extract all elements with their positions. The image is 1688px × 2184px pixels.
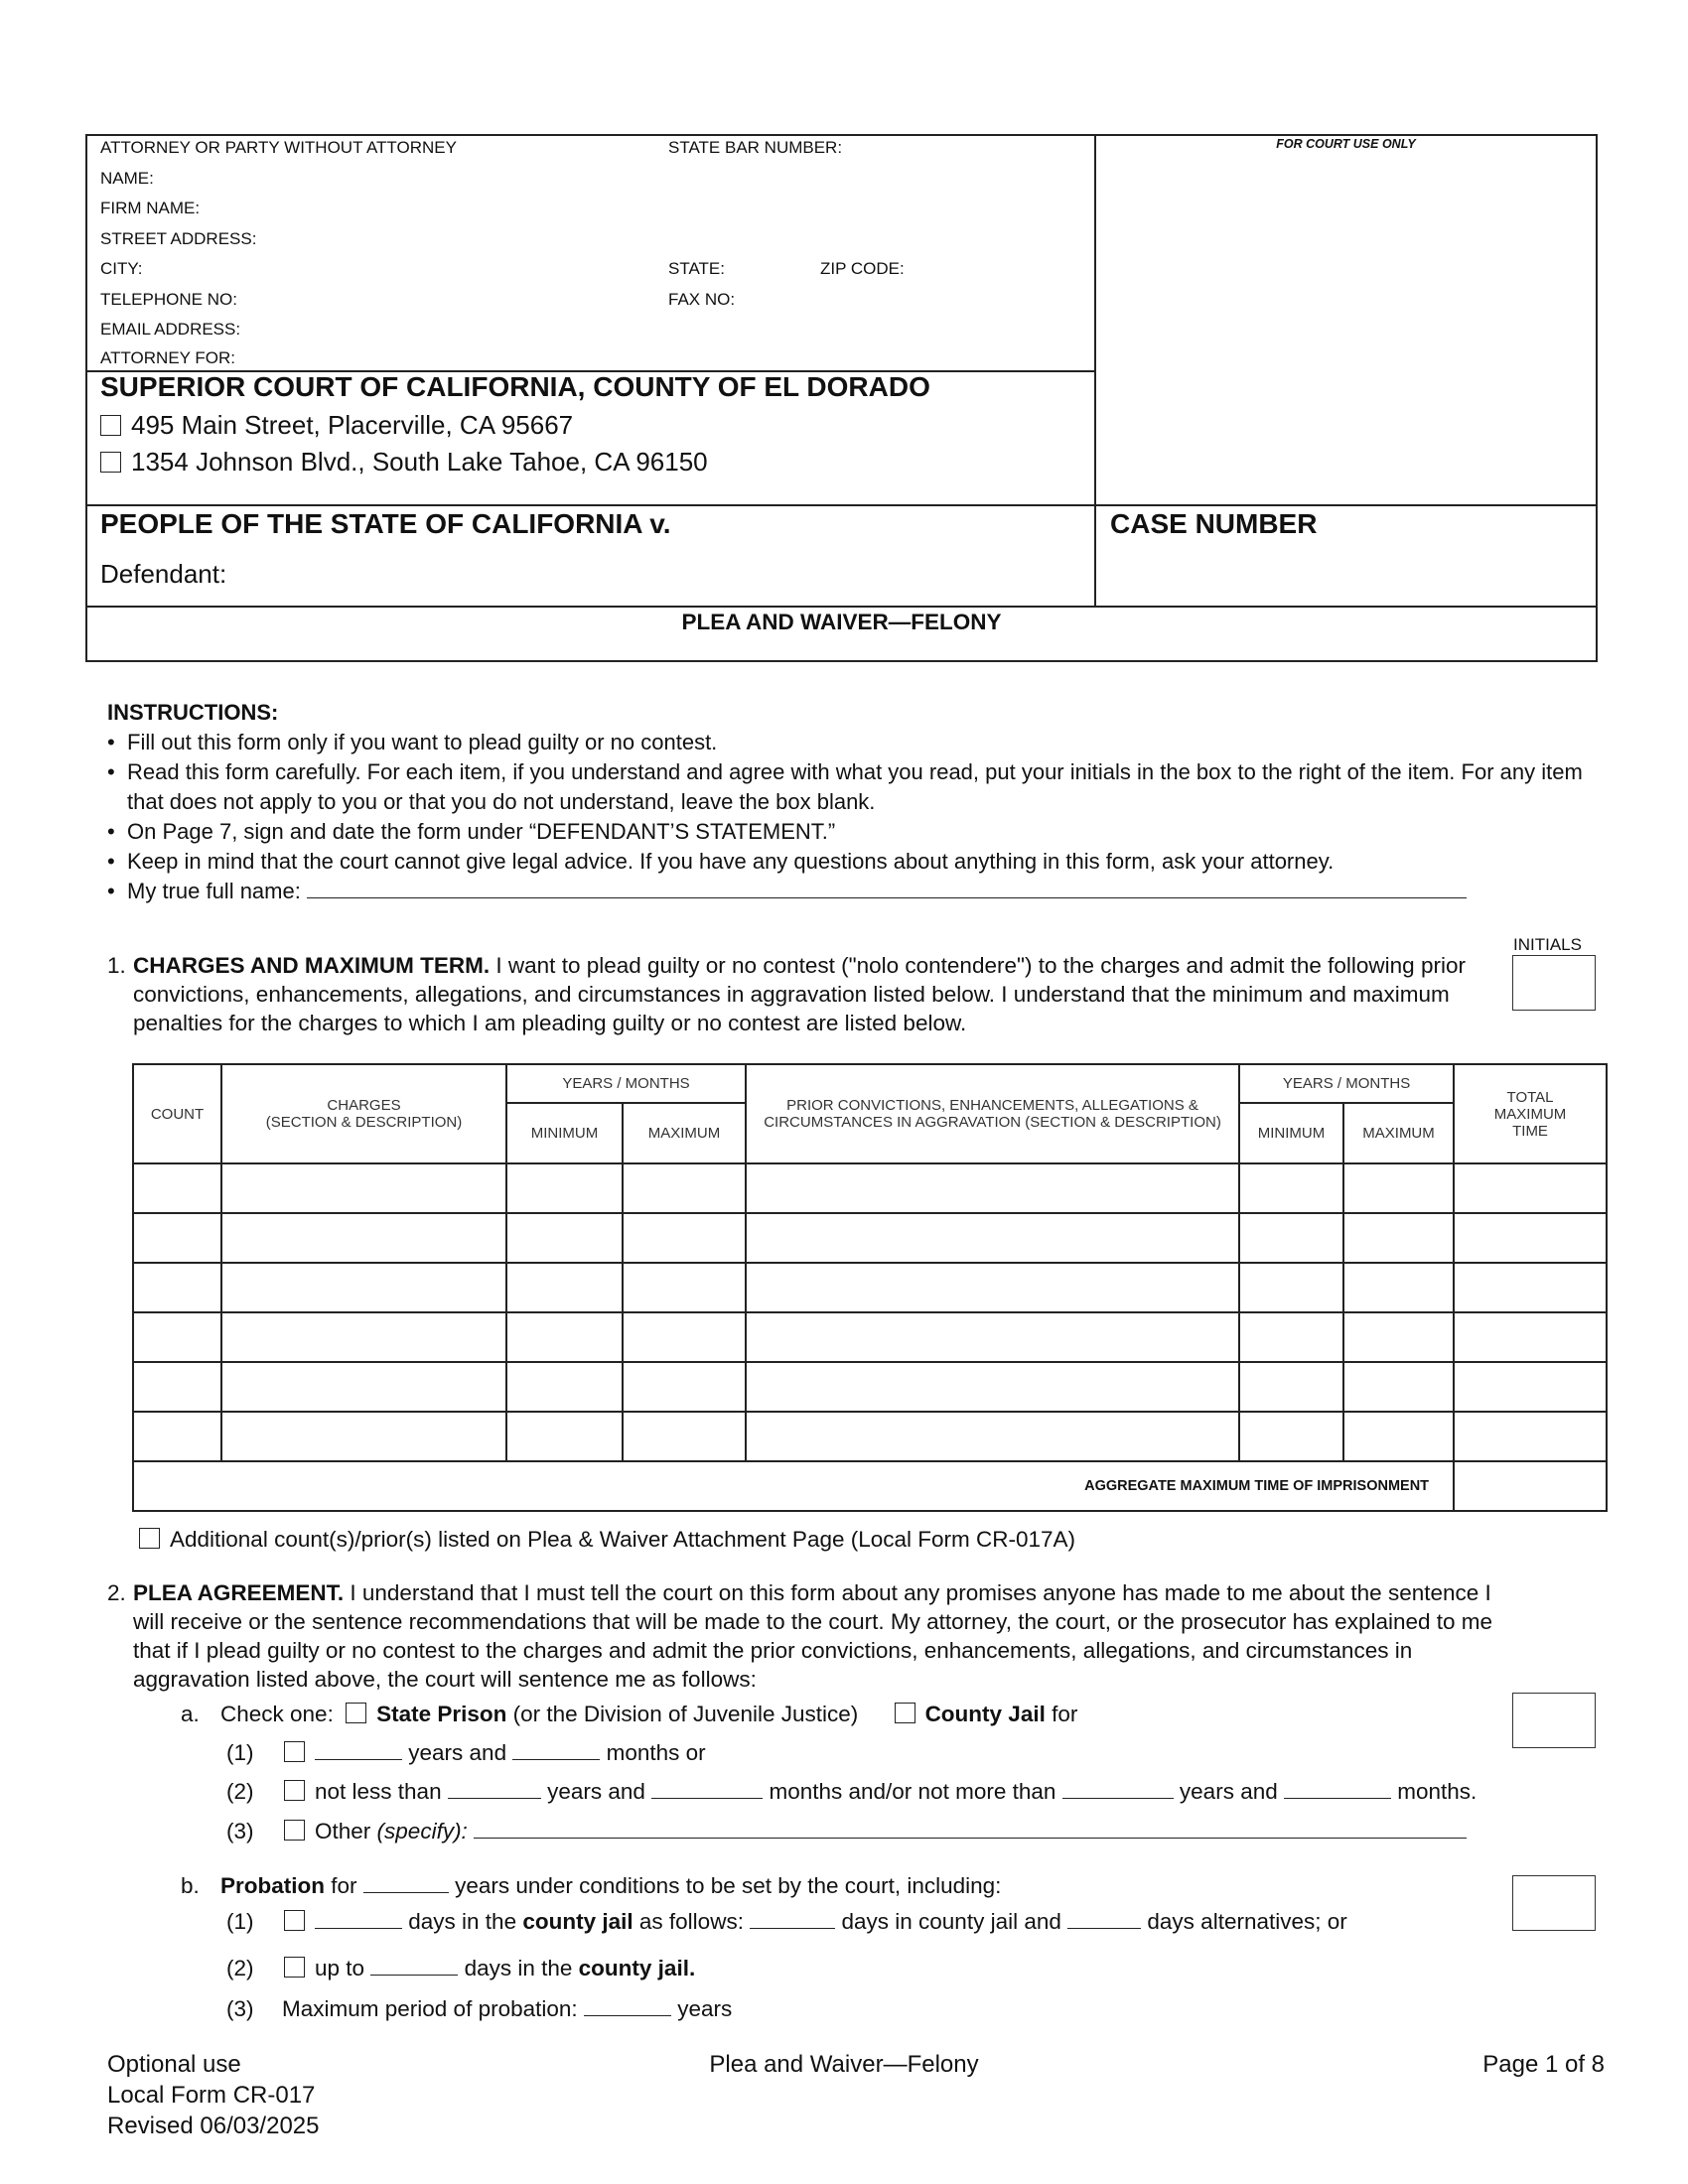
total-cell[interactable] [1454,1163,1607,1213]
a2-max-years-field[interactable] [1062,1780,1174,1799]
street-label: STREET ADDRESS: [100,228,257,248]
item-b2-number: (2) [226,1956,254,1980]
total-cell[interactable] [1454,1263,1607,1312]
a2-min-months-field[interactable] [651,1780,763,1799]
true-name-field[interactable] [307,880,1467,898]
additional-counts-label: Additional count(s)/prior(s) listed on Plea & Waiver Attachment Page (Local Form CR-017A) [170,1527,1076,1552]
total-cell[interactable] [1454,1312,1607,1362]
initials-box-2b[interactable] [1512,1875,1596,1931]
header-count: COUNT [133,1064,221,1163]
defendant-label: Defendant: [100,559,227,589]
min-cell-2[interactable] [1239,1213,1343,1263]
section-1-text: I want to plead guilty or no contest ("nolo contendere") to the charges and admit the following prior convictions, enhancements, allegations, and circumstances in aggravation listed below. I understand that the minimum and maximum penalties for the charges to which I am pleading guilty or no contest are listed below. [133,953,1466,1035]
section-1-heading: CHARGES AND MAXIMUM TERM. [133,953,491,978]
page-number: Page 1 of 8 [1482,2051,1605,2078]
a2-min-years-field[interactable] [448,1780,541,1799]
item-b-line: Probation for years under conditions to be set by the court, including: [220,1873,1002,1898]
probation-years-field[interactable] [363,1874,449,1893]
max-cell-2[interactable] [1343,1163,1454,1213]
header-minimum-2: MINIMUM [1239,1103,1343,1163]
item-a3-line: Other (specify): [284,1817,1467,1845]
min-cell[interactable] [506,1362,623,1412]
item-a1-line: years and months or [284,1738,706,1767]
item-b3-line: Maximum period of probation: years [282,1996,733,2021]
a1-years-field[interactable] [315,1741,402,1760]
section-2-paragraph [133,1578,1493,1694]
min-cell-2[interactable] [1239,1263,1343,1312]
prior-cell[interactable] [746,1213,1239,1263]
max-cell-2[interactable] [1343,1412,1454,1461]
prior-cell[interactable] [746,1163,1239,1213]
total-cell[interactable] [1454,1362,1607,1412]
item-a-line: Check one: State Prison (or the Division of Juvenile Justice) County Jail for [220,1702,1078,1726]
item-b1-number: (1) [226,1909,254,1934]
placerville-checkbox[interactable] [100,415,121,436]
optional-use: Optional use [107,2051,241,2078]
a1-checkbox[interactable] [284,1741,305,1762]
people-label: PEOPLE OF THE STATE OF CALIFORNIA v. [100,508,671,539]
state-label: STATE: [668,259,725,278]
charge-row [133,1412,1607,1461]
min-cell[interactable] [506,1263,623,1312]
min-cell[interactable] [506,1312,623,1362]
item-a-letter: a. [181,1702,200,1726]
header-years-months: YEARS / MONTHS [506,1064,746,1103]
attorney-label: ATTORNEY OR PARTY WITHOUT ATTORNEY [100,138,457,157]
item-b3-number: (3) [226,1996,254,2021]
a2-checkbox[interactable] [284,1780,305,1801]
charge-row [133,1213,1607,1263]
instructions-heading: INSTRUCTIONS: [107,700,279,725]
aggregate-label: AGGREGATE MAXIMUM TIME OF IMPRISONMENT [133,1461,1454,1511]
item-a1-number: (1) [226,1740,254,1765]
min-cell[interactable] [506,1213,623,1263]
b3-years-field[interactable] [584,1997,671,2016]
count-cell[interactable] [133,1362,221,1412]
address-1: 495 Main Street, Placerville, CA 95667 [131,410,574,440]
min-cell-2[interactable] [1239,1412,1343,1461]
title-divider [85,606,1598,608]
charge-row [133,1263,1607,1312]
count-cell[interactable] [133,1412,221,1461]
instructions-list [107,728,1597,906]
max-cell[interactable] [623,1362,746,1412]
firm-label: FIRM NAME: [100,199,201,217]
initials-box-2a[interactable] [1512,1693,1596,1748]
b1-alt-days-field[interactable] [1067,1910,1141,1929]
b1-jail-days-field[interactable] [750,1910,835,1929]
charges-cell[interactable] [221,1412,506,1461]
charges-cell[interactable] [221,1213,506,1263]
b2-checkbox[interactable] [284,1957,305,1978]
prior-cell[interactable] [746,1263,1239,1312]
charges-table [132,1063,1608,1512]
min-cell-2[interactable] [1239,1312,1343,1362]
header-prior-convictions: PRIOR CONVICTIONS, ENHANCEMENTS, ALLEGATIONS & CIRCUMSTANCES IN AGGRAVATION (SECTION & DESCRIPTION) [746,1064,1239,1163]
max-cell-2[interactable] [1343,1213,1454,1263]
a1-months-field[interactable] [512,1741,600,1760]
city-label: CITY: [100,259,143,278]
charges-cell[interactable] [221,1312,506,1362]
revised-date: Revised 06/03/2025 [107,2113,320,2139]
charges-cell[interactable] [221,1163,506,1213]
instruction-item: • On Page 7, sign and date the form under “DEFENDANT’S STATEMENT.” [107,819,836,844]
total-cell[interactable] [1454,1213,1607,1263]
a3-specify-field[interactable] [474,1820,1467,1839]
max-cell[interactable] [623,1163,746,1213]
form-number: Local Form CR-017 [107,2082,316,2109]
prior-cell[interactable] [746,1312,1239,1362]
min-cell[interactable] [506,1412,623,1461]
max-cell-2[interactable] [1343,1362,1454,1412]
instruction-item: • My true full name: [107,877,1597,906]
item-b-letter: b. [181,1873,200,1898]
charge-row [133,1362,1607,1412]
max-cell-2[interactable] [1343,1263,1454,1312]
section-1-paragraph [133,951,1493,1037]
case-number-label: CASE NUMBER [1110,508,1318,539]
charges-cell[interactable] [221,1362,506,1412]
south-lake-tahoe-checkbox[interactable] [100,452,121,473]
address-2: 1354 Johnson Blvd., South Lake Tahoe, CA 96150 [131,447,708,477]
header-minimum: MINIMUM [506,1103,623,1163]
header-charges: CHARGES (SECTION & DESCRIPTION) [221,1064,506,1163]
max-cell-2[interactable] [1343,1312,1454,1362]
charges-cell[interactable] [221,1263,506,1312]
section-2-text: I understand that I must tell the court on this form about any promises anyone has made to me about the sentence I will receive or the sentence recommendations that will be made to the court. My attorney, the court, or the prosecutor has explained to me that if I plead guilty or no contest to the charges and admit the prior convictions, enhancements, allegations, and circumstances in aggravation listed above, the court will sentence me as follows: [133,1580,1493,1692]
initials-label: INITIALS [1513,935,1582,954]
min-cell-2[interactable] [1239,1362,1343,1412]
state-bar-label: STATE BAR NUMBER: [668,138,843,157]
item-b2-line: up to days in the county jail. [284,1954,695,1982]
b1-checkbox[interactable] [284,1910,305,1931]
a3-checkbox[interactable] [284,1820,305,1841]
item-a2-line: not less than years and months and/or not more than years and months. [284,1777,1477,1806]
max-cell[interactable] [623,1412,746,1461]
additional-counts-option[interactable] [139,1527,1075,1553]
name-label: NAME: [100,168,154,188]
header-years-months-2: YEARS / MONTHS [1239,1064,1454,1103]
header-maximum: MAXIMUM [623,1103,746,1163]
parties-divider [85,504,1598,506]
fax-label: FAX NO: [668,289,736,309]
section-2-number: 2. [107,1580,126,1605]
instruction-item: • Fill out this form only if you want to plead guilty or no contest. [107,730,718,754]
count-cell[interactable] [133,1312,221,1362]
prior-cell[interactable] [746,1412,1239,1461]
court-use-label: FOR COURT USE ONLY [1276,137,1416,151]
max-cell[interactable] [623,1263,746,1312]
section-2-heading: PLEA AGREEMENT. [133,1580,345,1605]
header-maximum-2: MAXIMUM [1343,1103,1454,1163]
form-title: PLEA AND WAIVER—FELONY [681,610,1002,634]
footer-title: Plea and Waiver—Felony [709,2051,979,2078]
max-cell[interactable] [623,1312,746,1362]
prior-cell[interactable] [746,1362,1239,1412]
b2-days-field[interactable] [370,1957,458,1976]
address-option-placerville[interactable] [100,410,573,441]
charge-row [133,1163,1607,1213]
item-a2-number: (2) [226,1779,254,1804]
state-prison-checkbox[interactable] [346,1703,366,1723]
item-b1-line: days in the county jail as follows: days in county jail and days alternatives; or [284,1907,1347,1936]
header-total-max: TOTAL MAXIMUM TIME [1454,1064,1607,1163]
count-cell[interactable] [133,1163,221,1213]
max-cell[interactable] [623,1213,746,1263]
item-a3-number: (3) [226,1819,254,1843]
telephone-label: TELEPHONE NO: [100,289,237,309]
section-1-number: 1. [107,953,126,978]
count-cell[interactable] [133,1263,221,1312]
a2-max-months-field[interactable] [1284,1780,1391,1799]
county-jail-checkbox[interactable] [895,1703,915,1723]
zip-label: ZIP CODE: [820,259,905,278]
initials-box-1[interactable] [1512,955,1596,1011]
instruction-item: • Read this form carefully. For each item, if you understand and agree with what you read, put your initials in the box to the right of the item. For any item that does not apply to you or that you do not understand, leave the box blank. [107,759,1583,814]
total-cell[interactable] [1454,1412,1607,1461]
email-label: EMAIL ADDRESS: [100,320,241,339]
attorney-for-label: ATTORNEY FOR: [100,348,236,367]
charge-row [133,1312,1607,1362]
b1-days-field[interactable] [315,1910,402,1929]
additional-counts-checkbox[interactable] [139,1528,160,1549]
address-option-south-lake-tahoe[interactable] [100,447,708,478]
court-name: SUPERIOR COURT OF CALIFORNIA, COUNTY OF EL DORADO [100,371,930,402]
instruction-item: • Keep in mind that the court cannot give legal advice. If you have any questions about anything in this form, ask your attorney. [107,849,1335,874]
aggregate-cell[interactable] [1454,1461,1607,1511]
count-cell[interactable] [133,1213,221,1263]
min-cell[interactable] [506,1163,623,1213]
min-cell-2[interactable] [1239,1163,1343,1213]
